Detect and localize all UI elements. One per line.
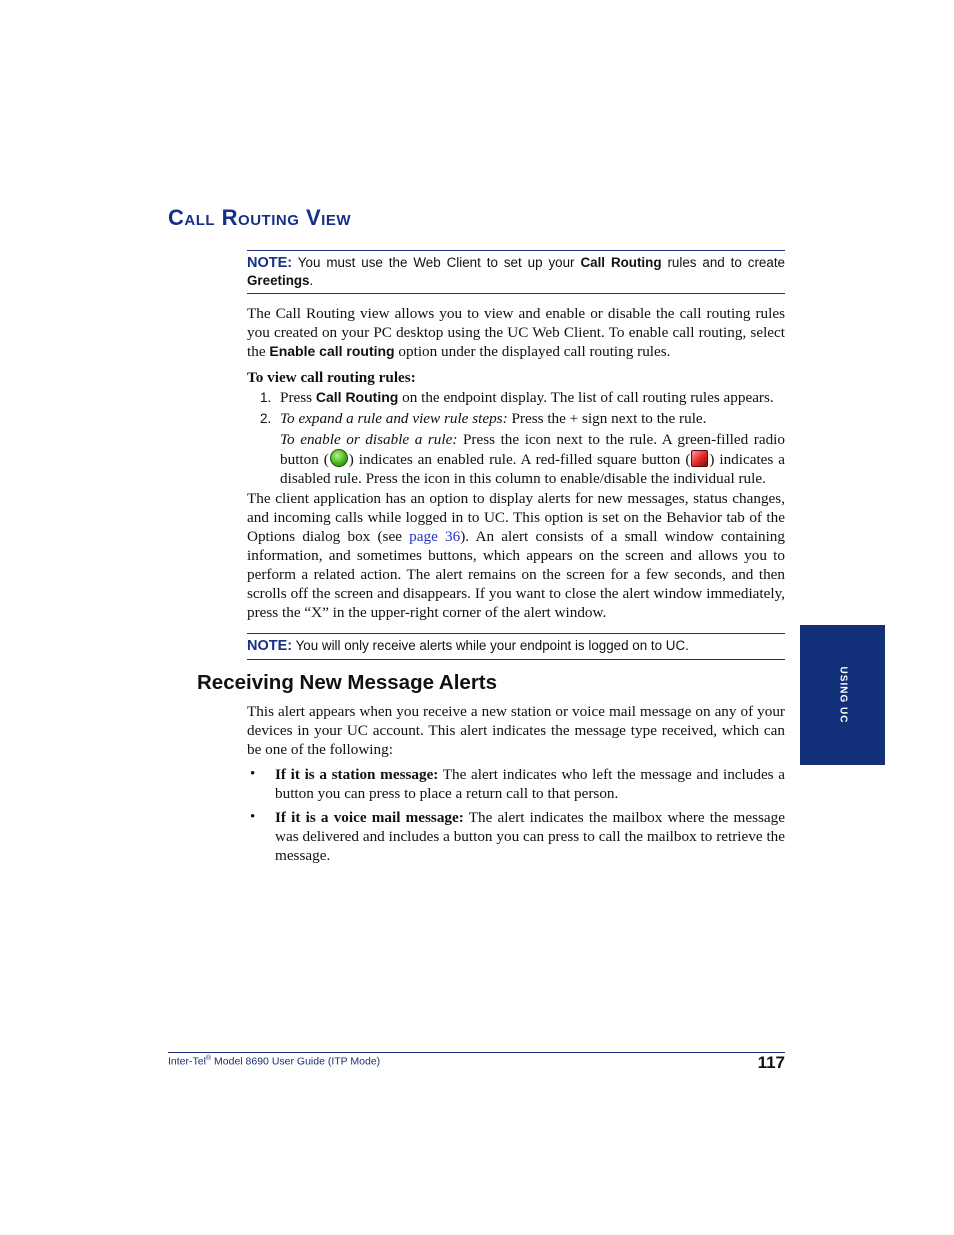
note-text: rules and to create — [661, 255, 785, 270]
intro-text: option under the displayed call routing rules. — [394, 343, 671, 360]
footer-text — [168, 1055, 380, 1068]
note-text: You must use the Web Client to set up your — [292, 255, 581, 270]
note-text: You will only receive alerts while your endpoint is logged on to UC. — [292, 638, 689, 653]
note-bold-greetings: Greetings — [247, 273, 310, 288]
green-radio-button-icon — [330, 449, 348, 467]
bullet-body: The alert indicates the mailbox where the message was delivered and includes a button you can press to call the mailbox to retrieve the message. — [275, 809, 785, 864]
side-tab — [800, 625, 885, 765]
procedure-heading — [247, 368, 785, 387]
step-number: 1. — [260, 390, 272, 405]
step-1-text-a: Press — [280, 389, 316, 406]
bullet-dot-icon: • — [250, 809, 256, 825]
page-number: 117 — [757, 1053, 785, 1072]
side-tab-label: USING UC — [837, 666, 848, 724]
intro-text: The Call Routing view allows you to view and enable or disable the call routing rules you created on your PC desktop using the UC Web Client. To enable call routing, select the — [247, 305, 785, 360]
step-2b-text-a: Press the icon next to the rule. A green-filled radio button ( — [280, 431, 785, 468]
intro-bold-option: Enable call routing — [269, 343, 395, 359]
subsection-intro: This alert appears when you receive a new station or voice mail message on any of your devices in your UC account. This alert indicates the message type received, which can be one of the following: — [247, 703, 785, 758]
red-square-button-icon — [691, 450, 708, 467]
bullet-dot-icon: • — [250, 766, 256, 782]
step-2-text: Press the + sign next to the rule. — [507, 410, 707, 427]
procedure-heading-text: To view call routing rules: — [247, 369, 416, 386]
intro-paragraph — [247, 304, 785, 361]
alerts-text-b: ). An alert consists of a small window containing information, and sometimes buttons, which appears on the screen and allows you to perform a related action. The alert remains on the screen for a few seconds, and then scrolls off the screen and disappears. If you want to close the alert window immediately, press the “X” in the upper-right corner of the alert window. — [247, 528, 785, 621]
step-1-bold: Call Routing — [315, 389, 399, 405]
alerts-paragraph — [247, 489, 785, 622]
alerts-text-a: The client application has an option to display alerts for new messages, status changes, and incoming calls while logged in to UC. This option is set on the Behavior tab of the Options dialog box (see — [247, 490, 785, 545]
note-label: NOTE: — [247, 638, 293, 654]
note-box-alerts — [247, 633, 785, 660]
step-text — [280, 388, 785, 407]
page-36-link[interactable]: page 36 — [409, 528, 461, 545]
bullet-bold: If it is a station message: — [275, 766, 439, 783]
step-2b-text-c: ) indicates a disabled rule. Press the icon in this column to enable/disable the individual rule. — [280, 451, 785, 487]
step-2-italic: To expand a rule and view rule steps: — [280, 410, 508, 427]
step-2b-italic: To enable or disable a rule: — [280, 431, 458, 448]
bullet-text — [275, 808, 785, 865]
note-label: NOTE: — [247, 255, 293, 271]
footer-rule — [168, 1052, 785, 1053]
step-1-text-b: on the endpoint display. The list of call routing rules appears. — [398, 389, 774, 406]
subsection-title: Receiving New Message Alerts — [197, 671, 498, 694]
registered-mark: ® — [205, 1055, 212, 1062]
step-2b-text-b: ) indicates an enabled rule. A red-filled square button ( — [348, 451, 691, 468]
note-bold-call-routing: Call Routing — [580, 255, 662, 270]
bullet-text — [275, 765, 785, 803]
note-box-web-client — [247, 250, 785, 294]
footer-title: Model 8690 User Guide (ITP Mode) — [211, 1055, 381, 1068]
step-number: 2. — [260, 411, 272, 426]
section-title: Call Routing View — [168, 205, 351, 230]
note-text: . — [309, 273, 314, 288]
step-text — [280, 409, 785, 428]
bullet-bold: If it is a voice mail message: — [275, 809, 464, 826]
step-text — [280, 430, 785, 488]
bullet-body: The alert indicates who left the message and includes a button you can press to place a return call to that person. — [275, 766, 785, 802]
footer-brand: Inter-Tel — [168, 1055, 206, 1068]
